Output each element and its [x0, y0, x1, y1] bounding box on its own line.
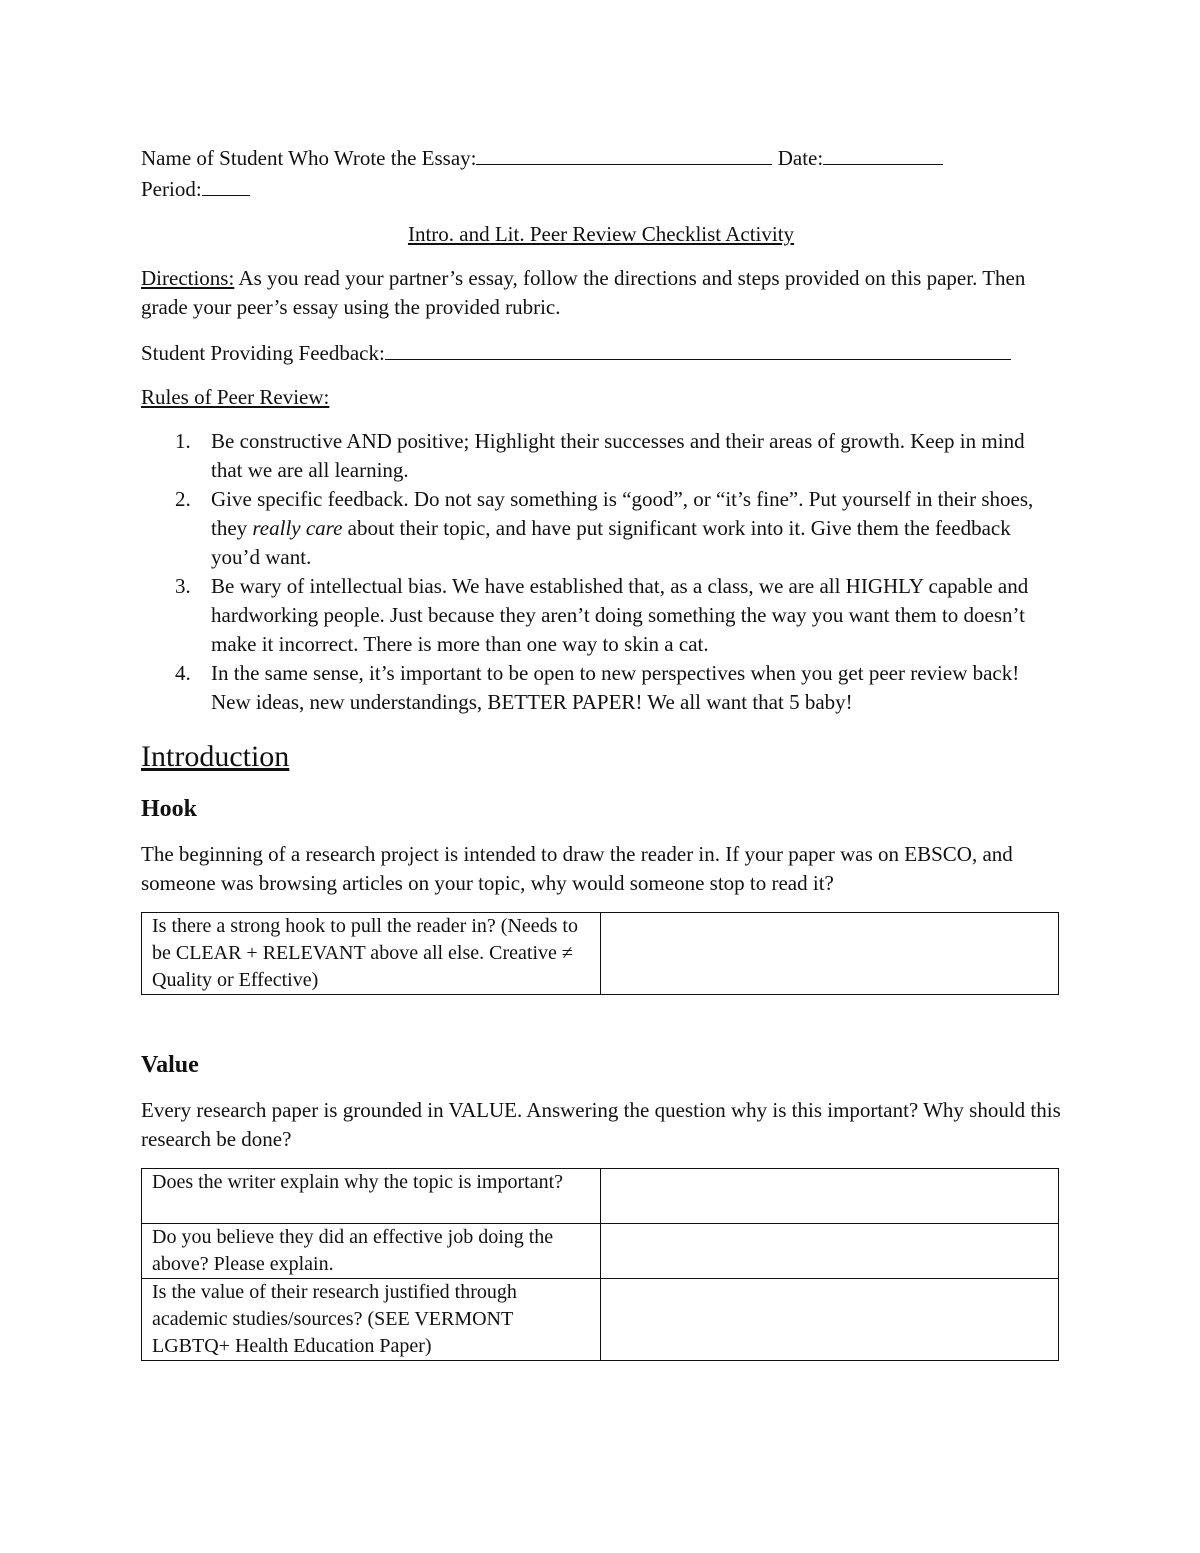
rule-number: 2.	[175, 487, 191, 511]
worksheet-page	[141, 142, 1061, 1361]
period-label: Period:	[141, 177, 202, 201]
page-title: Intro. and Lit. Peer Review Checklist Activity	[407, 222, 795, 246]
rule-text: In the same sense, it’s important to be open to new perspectives when you get peer review back! New ideas, new understandings, BETTER PAPER! We all want that 5 baby!	[211, 661, 1020, 714]
list-item	[141, 485, 1061, 572]
table-row	[142, 1224, 1059, 1279]
introduction-heading: Introduction	[141, 740, 290, 773]
answer-cell[interactable]	[600, 1224, 1059, 1279]
feedback-field[interactable]	[385, 337, 1011, 360]
directions-text: As you read your partner’s essay, follow the directions and steps provided on this paper. Then grade your peer’s essay using the provided rubric.	[141, 266, 1026, 319]
feedback-label: Student Providing Feedback:	[141, 341, 385, 365]
student-name-line	[141, 142, 1061, 173]
table-row	[142, 913, 1059, 995]
rules-list	[141, 427, 1061, 717]
student-name-field[interactable]	[476, 142, 772, 165]
value-checklist-table	[141, 1168, 1059, 1361]
answer-cell[interactable]	[600, 1169, 1059, 1224]
period-line	[141, 173, 1061, 204]
date-label: Date:	[777, 146, 824, 170]
rule-text: Be wary of intellectual bias. We have established that, as a class, we are all HIGHLY capable and hardworking people. Just because they aren’t doing something the way you want them to doesn’t make it incorrect. There is more than one way to skin a cat.	[211, 574, 1029, 656]
rule-number: 3.	[175, 574, 191, 598]
student-name-label: Name of Student Who Wrote the Essay:	[141, 146, 477, 170]
list-item	[141, 427, 1061, 485]
value-heading: Value	[141, 1052, 199, 1078]
list-item	[141, 572, 1061, 659]
feedback-line	[141, 337, 1061, 368]
rule-number: 1.	[175, 429, 191, 453]
question-cell: Is there a strong hook to pull the reader in? (Needs to be CLEAR + RELEVANT above all else. Creative ≠ Quality or Effective)	[142, 913, 601, 995]
spacer	[141, 995, 1061, 1033]
hook-description: The beginning of a research project is intended to draw the reader in. If your paper was on EBSCO, and someone was browsing articles on your topic, why would someone stop to read it?	[141, 842, 1013, 895]
rules-heading: Rules of Peer Review:	[141, 385, 330, 409]
date-field[interactable]	[823, 142, 943, 165]
answer-cell[interactable]	[600, 913, 1059, 995]
question-cell: Do you believe they did an effective job doing the above? Please explain.	[142, 1224, 601, 1279]
table-row	[142, 1279, 1059, 1361]
question-cell: Is the value of their research justified through academic studies/sources? (SEE VERMONT LGBTQ+ Health Education Paper)	[142, 1279, 601, 1361]
rule-text: Be constructive AND positive; Highlight their successes and their areas of growth. Keep in mind that we are all learning.	[211, 429, 1025, 482]
question-cell: Does the writer explain why the topic is important?	[142, 1169, 601, 1224]
table-row	[142, 1169, 1059, 1224]
directions-paragraph	[141, 264, 1061, 322]
list-item	[141, 659, 1061, 717]
rule-text-pre: Give specific feedback. Do not say something is “good”, or “it’s fine”. Put yourself in their shoes, they	[211, 487, 1034, 540]
hook-checklist-table	[141, 912, 1059, 995]
value-description: Every research paper is grounded in VALUE. Answering the question why is this important? Why should this research be done?	[141, 1098, 1061, 1151]
rule-number: 4.	[175, 661, 191, 685]
directions-label: Directions:	[141, 266, 235, 290]
rule-text-emphasis: really care	[252, 516, 343, 540]
rule-text-post: about their topic, and have put significant work into it. Give them the feedback you’d want.	[211, 516, 1011, 569]
period-field[interactable]	[202, 173, 250, 196]
answer-cell[interactable]	[600, 1279, 1059, 1361]
hook-heading: Hook	[141, 796, 198, 822]
